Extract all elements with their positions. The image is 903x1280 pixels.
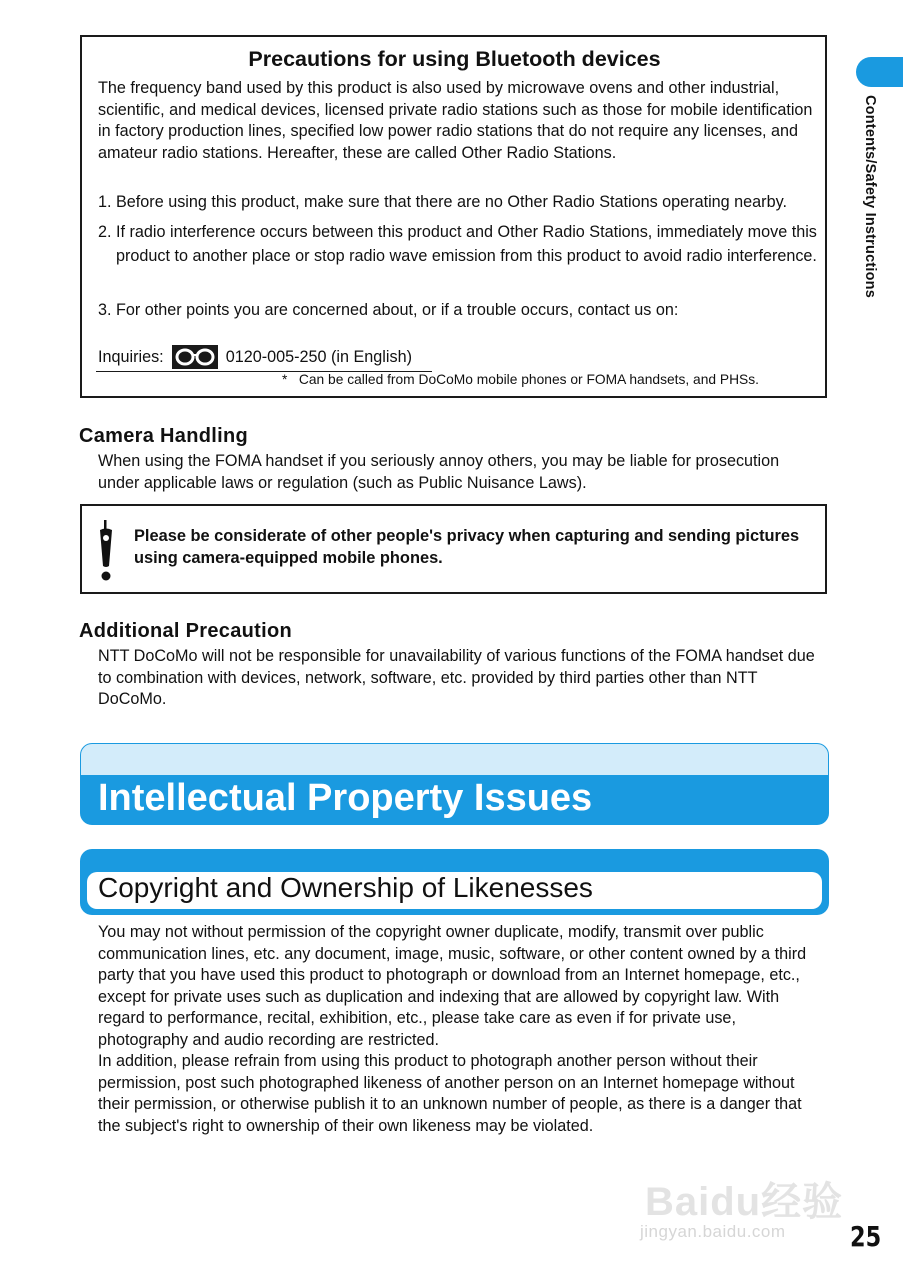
copyright-paragraph-2: In addition, please refrain from using this product to photograph another person without their permission, post such photographed likeness of another person on an Internet homepage without their permission, or otherwise publish it to an unknown number of people, as there is a danger that the subject's right to ownership of their own likeness may be violated. xyxy=(98,1052,802,1135)
bluetooth-intro: The frequency band used by this product is also used by microwave ovens and other industrial, scientific, and medical devices, licensed private radio stations such as those for mobile identification in factory production lines, specified low power radio stations that do not require any licenses, and amateur radio stations. Hereafter, these are called Other Radio Stations. xyxy=(98,79,813,162)
inquiries-note xyxy=(282,371,759,389)
additional-heading: Additional Precaution xyxy=(79,620,292,642)
caution-phone-icon xyxy=(95,520,117,582)
note-text: Can be called from DoCoMo mobile phones or FOMA handsets, and PHSs. xyxy=(298,372,759,387)
camera-text: When using the FOMA handset if you seriously annoy others, you may be liable for prosecution under applicable laws or regulation (such as Public Nuisance Laws). xyxy=(98,452,780,492)
bluetooth-item-3: 3. For other points you are concerned about, or if a trouble occurs, contact us on: xyxy=(98,301,679,319)
copyright-paragraph-1: You may not without permission of the copyright owner duplicate, modify, transmit over public communication lines, etc. any document, image, music, software, or other content owned by a third party that you have used this product to photograph or download from an Internet homepage, etc., except for private uses such as duplication and indexing that are allowed by copyright law. With regard to performance, recital, exhibition, etc., please take care as even if for private use, photography and audio recording are restricted. xyxy=(98,923,807,1049)
watermark-brand: Baidu经验 xyxy=(645,1180,844,1224)
watermark-url: jingyan.baidu.com xyxy=(640,1222,786,1241)
inquiries-number: 0120-005-250 (in English) xyxy=(225,348,412,366)
inquiries-label: Inquiries: xyxy=(98,348,164,366)
subsection-title: Copyright and Ownership of Likenesses xyxy=(98,872,593,903)
privacy-warning-text: Please be considerate of other people's privacy when capturing and sending pictures using camera-equipped mobile phones. xyxy=(134,527,800,567)
section-title: Intellectual Property Issues xyxy=(98,777,593,819)
bluetooth-title: Precautions for using Bluetooth devices xyxy=(248,47,661,71)
camera-heading: Camera Handling xyxy=(79,425,248,447)
note-asterisk: * xyxy=(282,372,288,387)
section-tab-marker xyxy=(856,57,903,87)
bluetooth-item-2: 2. If radio interference occurs between this product and Other Radio Stations, immediately move this product to another place or stop radio wave emission from this product to avoid radio interference. xyxy=(98,223,817,265)
free-dial-icon xyxy=(172,345,218,369)
bluetooth-item-1: 1. Before using this product, make sure that there are no Other Radio Stations operating nearby. xyxy=(98,193,787,211)
page-number: 25 xyxy=(850,1220,882,1253)
side-section-label: Contents/Safety Instructions xyxy=(862,95,878,298)
inquiries-line xyxy=(98,345,412,369)
additional-text: NTT DoCoMo will not be responsible for unavailability of various functions of the FOMA handset due to combination with devices, network, software, etc. provided by third parties other than NTT DoCoMo. xyxy=(98,647,815,709)
